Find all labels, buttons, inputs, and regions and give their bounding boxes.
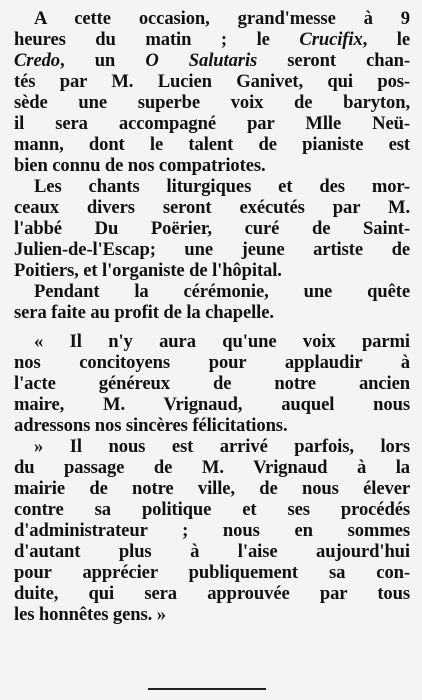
text-line: l'abbé Du Poërier, curé de Saint- [14,218,410,239]
text-line: d'administrateur ; nous en sommes [14,520,410,541]
text-line: nos concitoyens pour applaudir à [14,352,410,373]
text-line: tés par M. Lucien Ganivet, qui pos- [14,71,410,92]
text-line: A cette occasion, grand'messe à 9 [34,8,410,29]
text-line: d'autant plus à l'aise aujourd'hui [14,541,410,562]
paragraph-mass-announcement [14,8,410,176]
paragraph-quote-politics [14,436,410,625]
article-column [14,8,410,625]
paragraph-liturgical-chants [14,176,410,281]
text-line: il sera accompagné par Mlle Neü- [14,113,410,134]
text-line: sède une superbe voix de baryton, [14,92,410,113]
text-line: bien connu de nos compatriotes. [14,155,266,176]
paragraph-quote-applause [14,331,410,436]
italic-title: Credo [14,50,60,71]
paragraph-collection [14,281,410,323]
text-line: ceaux divers seront exécutés par M. [14,197,410,218]
text-line: du passage de M. Vrignaud à la [14,457,410,478]
text-line: pour apprécier publiquement sa con- [14,562,410,583]
text-line: Julien-de-l'Escap; une jeune artiste de [14,239,410,260]
text-line: contre sa politique et ses procédés [14,499,410,520]
text-line: » Il nous est arrivé parfois, lors [34,436,410,457]
text-line: l'acte généreux de notre ancien [14,373,410,394]
text-line: Poitiers, et l'organiste de l'hôpital. [14,260,282,281]
text-line: duite, qui sera approuvée par tous [14,583,410,604]
text-line: les honnêtes gens. » [14,604,166,625]
text-line: maire, M. Vrignaud, auquel nous [14,394,410,415]
italic-title: O Salutaris [145,50,258,71]
closing-divider-rule [148,688,266,690]
text-line: Credo, un O Salutaris seront chan- [14,50,410,71]
text-line: Pendant la cérémonie, une quête [34,281,410,302]
text-line: heures du matin ; le Crucifix, le [14,29,410,50]
text-line: Les chants liturgiques et des mor- [34,176,410,197]
text-line: « Il n'y aura qu'une voix parmi [34,331,410,352]
italic-title: Crucifix [299,29,363,50]
text-line: sera faite au profit de la chapelle. [14,302,274,323]
text-line: mairie de notre ville, de nous élever [14,478,410,499]
text-line: adressons nos sincères félicitations. [14,415,288,436]
paragraph-gap [14,323,410,331]
text-line-crucifix [14,29,410,50]
text-line: mann, dont le talent de pianiste est [14,134,410,155]
